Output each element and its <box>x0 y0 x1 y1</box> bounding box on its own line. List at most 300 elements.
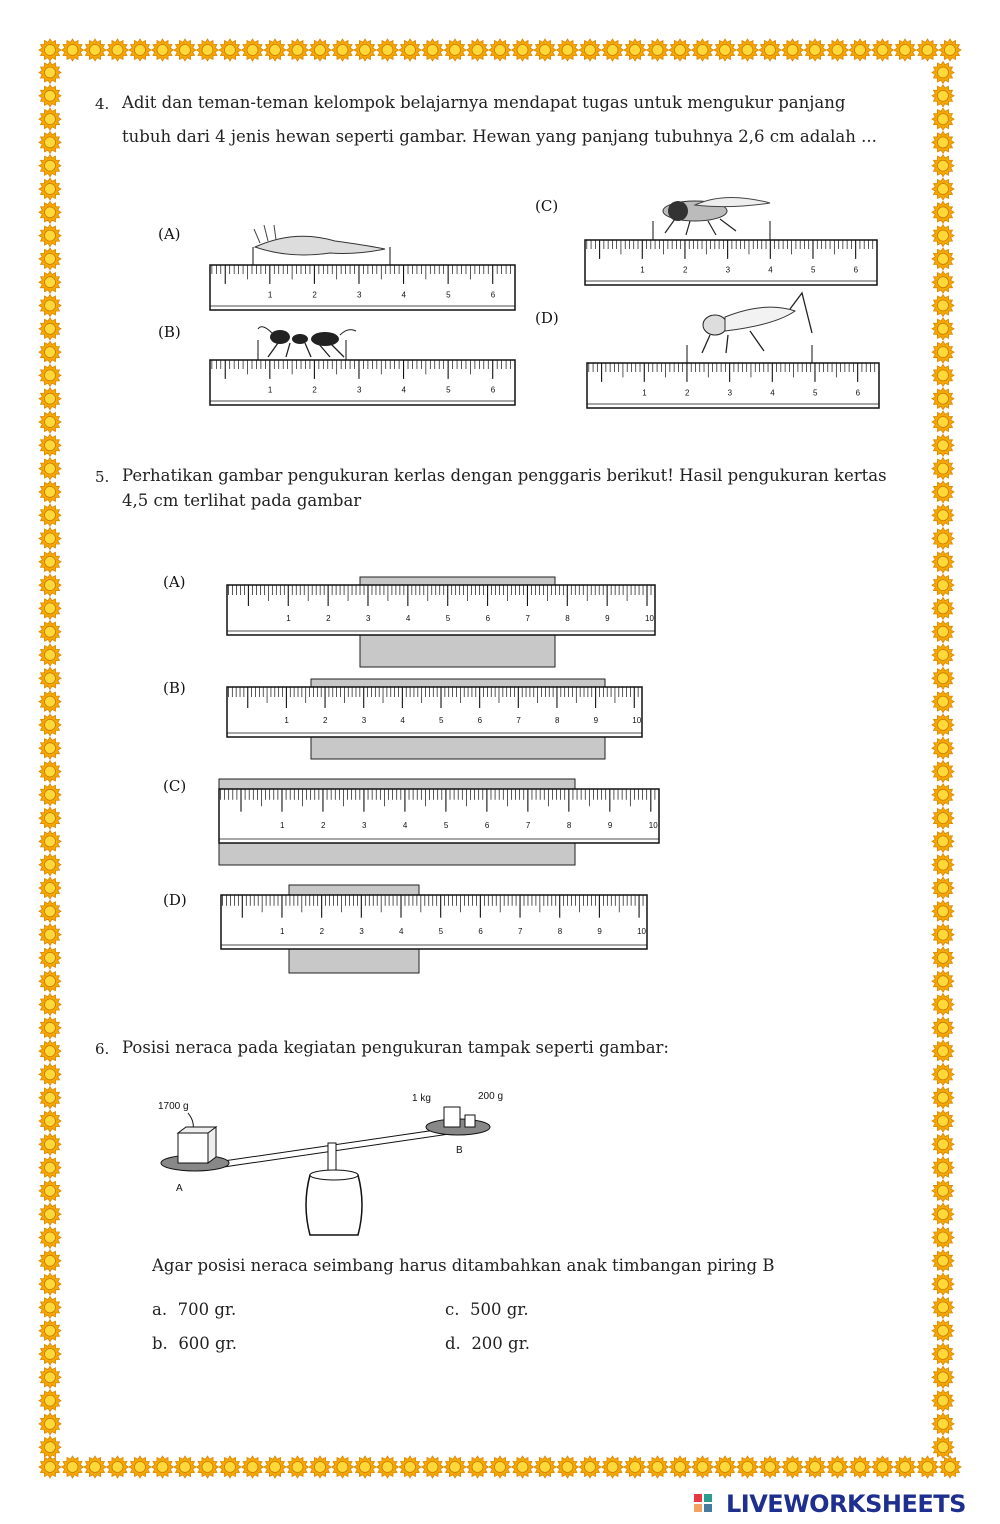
sun-icon <box>39 970 61 992</box>
sun-icon <box>894 1456 916 1478</box>
ruler-number: 10 <box>637 926 646 936</box>
sun-icon <box>399 39 421 61</box>
ruler-number: 3 <box>359 926 364 936</box>
sun-icon <box>692 39 714 61</box>
ruler-number: 4 <box>399 926 404 936</box>
sun-icon <box>932 854 954 876</box>
ruler-number: 5 <box>812 388 818 398</box>
q5-number: 5. <box>95 468 110 486</box>
ruler-number: 6 <box>485 614 491 623</box>
sun-icon <box>444 39 466 61</box>
q5-option-b-label: (B) <box>163 679 186 697</box>
sun-icon <box>932 737 954 759</box>
ruler-number: 2 <box>312 290 317 300</box>
balance-scale-figure <box>150 1085 530 1245</box>
sun-icon <box>804 1456 826 1478</box>
sun-icon <box>264 1456 286 1478</box>
ruler-number: 7 <box>518 926 523 936</box>
sun-icon <box>39 761 61 783</box>
weight-200g-icon <box>465 1115 475 1127</box>
sun-icon <box>932 1203 954 1225</box>
q4-ruler-a <box>210 265 515 310</box>
ruler-number: 2 <box>323 716 328 725</box>
answer-d[interactable] <box>445 1334 530 1353</box>
sun-icon <box>174 1456 196 1478</box>
sun-icon <box>894 39 916 61</box>
answer-a-letter: a. <box>152 1300 168 1319</box>
sun-icon <box>84 1456 106 1478</box>
sun-icon <box>932 1296 954 1318</box>
sun-icon <box>39 714 61 736</box>
sun-icon <box>917 39 939 61</box>
sun-icon <box>534 39 556 61</box>
answer-c-text: 500 gr. <box>470 1300 529 1319</box>
sun-icon <box>39 737 61 759</box>
sun-icon <box>932 434 954 456</box>
sun-icon <box>377 39 399 61</box>
sun-icon <box>932 621 954 643</box>
sun-icon <box>39 85 61 107</box>
sun-icon <box>939 1456 961 1478</box>
sun-icon <box>309 1456 331 1478</box>
ruler-number: 9 <box>605 614 610 623</box>
sun-icon <box>932 970 954 992</box>
sun-icon <box>489 1456 511 1478</box>
sun-icon <box>932 644 954 666</box>
ruler-number: 4 <box>401 290 407 300</box>
ruler-number: 3 <box>725 265 731 275</box>
sun-icon <box>39 947 61 969</box>
sun-icon <box>39 1343 61 1365</box>
q4-ruler-c <box>585 240 877 285</box>
fly-icon <box>653 197 770 240</box>
sun-icon <box>932 248 954 270</box>
sun-icon <box>39 131 61 153</box>
ruler-number: 6 <box>855 388 861 398</box>
sun-icon <box>932 155 954 177</box>
sun-icon <box>377 1456 399 1478</box>
sun-icon <box>39 667 61 689</box>
sun-icon <box>422 1456 444 1478</box>
sun-icon <box>309 39 331 61</box>
sun-icon <box>39 1436 61 1458</box>
sun-icon <box>759 39 781 61</box>
sun-icon <box>467 39 489 61</box>
sun-icon <box>932 458 954 480</box>
q5-figure <box>155 565 675 985</box>
sun-icon <box>932 784 954 806</box>
sun-icon <box>932 62 954 84</box>
sun-icon <box>932 947 954 969</box>
liveworksheets-logo[interactable] <box>692 1490 992 1518</box>
q4-text-line2: tubuh dari 4 jenis hewan seperti gambar. Hewan yang panjang tubuhnya 2,6 cm adalah ... <box>122 127 877 146</box>
sun-icon <box>489 39 511 61</box>
sun-icon <box>932 1390 954 1412</box>
answer-a-text: 700 gr. <box>177 1300 237 1319</box>
ruler-number: 8 <box>566 820 572 830</box>
sun-icon <box>39 1456 61 1478</box>
label-pan-a: A <box>176 1183 183 1194</box>
sun-icon <box>932 201 954 223</box>
sun-icon <box>932 178 954 200</box>
sun-icon <box>39 994 61 1016</box>
sun-icon <box>557 39 579 61</box>
ruler-number: 5 <box>438 926 444 936</box>
sun-icon <box>39 877 61 899</box>
sun-icon <box>849 1456 871 1478</box>
sun-icon <box>932 528 954 550</box>
sun-icon <box>444 1456 466 1478</box>
sun-icon <box>714 39 736 61</box>
ruler-number: 1 <box>286 614 291 623</box>
sun-icon <box>932 761 954 783</box>
ruler-number: 4 <box>402 820 408 830</box>
sun-icon <box>737 39 759 61</box>
sun-icon <box>932 830 954 852</box>
sun-icon <box>219 1456 241 1478</box>
cube-weight-icon <box>178 1133 208 1163</box>
ruler-number: 3 <box>727 388 733 398</box>
sun-icon <box>932 691 954 713</box>
sun-icon <box>242 1456 264 1478</box>
sun-icon <box>932 1017 954 1039</box>
sun-icon <box>579 1456 601 1478</box>
sun-icon <box>422 39 444 61</box>
sun-icon <box>39 504 61 526</box>
sun-icon <box>62 39 84 61</box>
sun-icon <box>39 458 61 480</box>
q5-text-line2: 4,5 cm terlihat pada gambar <box>122 491 362 510</box>
sun-icon <box>932 714 954 736</box>
sun-icon <box>932 1436 954 1458</box>
sun-icon <box>827 39 849 61</box>
sun-icon <box>39 1040 61 1062</box>
sun-icon <box>932 131 954 153</box>
sun-icon <box>39 1063 61 1085</box>
sun-icon <box>287 1456 309 1478</box>
sun-icon <box>287 39 309 61</box>
sun-icon <box>932 1413 954 1435</box>
sun-icon <box>512 1456 534 1478</box>
ruler-number: 9 <box>607 820 613 830</box>
sun-icon <box>602 1456 624 1478</box>
sun-icon <box>932 225 954 247</box>
sun-icon <box>107 39 129 61</box>
answer-d-text: 200 gr. <box>471 1334 530 1353</box>
ruler-number: 5 <box>810 265 816 275</box>
sun-icon <box>39 411 61 433</box>
sun-icon <box>932 271 954 293</box>
sun-icon <box>39 341 61 363</box>
sun-icon <box>39 1390 61 1412</box>
label-1kg: 1 kg <box>412 1093 431 1104</box>
answer-c[interactable] <box>445 1300 529 1319</box>
sun-icon <box>39 248 61 270</box>
sun-icon <box>932 1180 954 1202</box>
label-1700g: 1700 g <box>158 1101 189 1112</box>
sun-icon <box>39 318 61 340</box>
sun-icon <box>932 1273 954 1295</box>
sun-icon <box>39 1227 61 1249</box>
ruler-number: 4 <box>400 716 405 725</box>
sun-icon <box>782 39 804 61</box>
sun-icon <box>782 1456 804 1478</box>
sun-icon <box>39 1157 61 1179</box>
sun-icon <box>39 807 61 829</box>
ruler-number: 3 <box>361 716 367 725</box>
sun-icon <box>39 39 61 61</box>
sun-icon <box>332 39 354 61</box>
sun-icon <box>39 108 61 130</box>
sun-icon <box>932 1366 954 1388</box>
sun-icon <box>932 900 954 922</box>
sun-icon <box>624 39 646 61</box>
answer-c-letter: c. <box>445 1300 460 1319</box>
sun-icon <box>39 1296 61 1318</box>
q5-text-line1: Perhatikan gambar pengukuran kerlas dengan penggaris berikut! Hasil pengukuran kertas <box>122 466 887 485</box>
sun-icon <box>39 1366 61 1388</box>
sun-icon <box>932 1250 954 1272</box>
sun-icon <box>932 807 954 829</box>
sun-icon <box>917 1456 939 1478</box>
answer-b-letter: b. <box>152 1334 168 1353</box>
sun-icon <box>39 784 61 806</box>
ruler-number: 6 <box>478 926 483 936</box>
q4-text-line1: Adit dan teman-teman kelompok belajarnya mendapat tugas untuk mengukur panjang <box>122 93 846 112</box>
q5-ruler-b <box>227 679 642 759</box>
sun-icon <box>737 1456 759 1478</box>
ruler-number: 8 <box>557 926 563 936</box>
sun-icon <box>399 1456 421 1478</box>
sun-icon <box>197 1456 219 1478</box>
q6-number: 6. <box>95 1040 110 1058</box>
ruler-number: 2 <box>684 388 690 398</box>
sun-icon <box>39 854 61 876</box>
sun-icon <box>932 364 954 386</box>
q4-ruler-b <box>210 360 515 405</box>
ruler-number: 1 <box>267 385 273 395</box>
sun-icon <box>669 1456 691 1478</box>
label-pan-b: B <box>456 1145 463 1156</box>
sun-icon <box>932 481 954 503</box>
sun-icon <box>39 1180 61 1202</box>
sun-icon <box>39 528 61 550</box>
sun-icon <box>107 1456 129 1478</box>
q4-ruler-d <box>587 363 879 408</box>
sun-icon <box>932 877 954 899</box>
sun-icon <box>932 341 954 363</box>
ruler-number: 5 <box>439 716 444 725</box>
sun-icon <box>932 1227 954 1249</box>
q5-ruler-c <box>219 779 659 865</box>
ruler-number: 2 <box>312 385 317 395</box>
ruler-number: 10 <box>648 820 658 830</box>
q5-option-c-label: (C) <box>163 777 187 795</box>
q4-option-b-label: (B) <box>158 323 181 341</box>
sun-icon <box>647 1456 669 1478</box>
q4-figure <box>150 185 890 415</box>
ruler-number: 7 <box>525 614 530 623</box>
sun-icon <box>39 644 61 666</box>
sun-icon <box>39 1110 61 1132</box>
sun-icon <box>512 39 534 61</box>
sun-icon <box>932 551 954 573</box>
ruler-number: 1 <box>267 290 273 300</box>
sun-icon <box>174 39 196 61</box>
sun-icon <box>39 225 61 247</box>
sun-icon <box>152 39 174 61</box>
ruler-number: 4 <box>770 388 775 398</box>
cricket-icon <box>687 293 812 363</box>
answer-d-letter: d. <box>445 1334 461 1353</box>
sun-icon <box>467 1456 489 1478</box>
sun-icon <box>39 1087 61 1109</box>
sun-icon <box>354 39 376 61</box>
sun-icon <box>932 1040 954 1062</box>
ruler-number: 4 <box>401 385 407 395</box>
sun-icon <box>264 39 286 61</box>
q5-ruler-d <box>221 885 647 973</box>
sun-icon <box>39 62 61 84</box>
ruler-number: 5 <box>445 614 451 623</box>
sun-icon <box>932 85 954 107</box>
ruler-number: 3 <box>356 290 362 300</box>
ruler-number: 5 <box>446 290 451 300</box>
squid-icon <box>253 225 390 265</box>
sun-icon <box>872 1456 894 1478</box>
ruler-number: 2 <box>320 820 326 830</box>
sun-icon <box>39 178 61 200</box>
sun-icon <box>39 481 61 503</box>
q5-option-a-label: (A) <box>163 573 186 591</box>
q4-option-c-label: (C) <box>535 197 559 215</box>
sun-icon <box>39 388 61 410</box>
sun-icon <box>129 39 151 61</box>
sun-icon <box>827 1456 849 1478</box>
sun-icon <box>39 271 61 293</box>
label-200g: 200 g <box>478 1091 504 1102</box>
sun-icon <box>129 1456 151 1478</box>
sun-icon <box>714 1456 736 1478</box>
sun-icon <box>219 39 241 61</box>
sun-icon <box>39 900 61 922</box>
sun-icon <box>39 201 61 223</box>
ruler-number: 7 <box>516 716 521 725</box>
sun-icon <box>84 39 106 61</box>
brand-name: LIVEWORKSHEETS <box>726 1490 966 1518</box>
sun-icon <box>939 39 961 61</box>
sun-icon <box>804 39 826 61</box>
sun-icon <box>39 295 61 317</box>
answer-b[interactable] <box>152 1334 237 1353</box>
sun-icon <box>39 1413 61 1435</box>
answer-a[interactable] <box>152 1300 236 1319</box>
sun-icon <box>932 108 954 130</box>
sun-icon <box>332 1456 354 1478</box>
ruler-number: 2 <box>326 614 331 623</box>
sun-icon <box>242 39 264 61</box>
sun-icon <box>872 39 894 61</box>
q4-number: 4. <box>95 95 110 113</box>
weight-1kg-icon <box>444 1107 460 1127</box>
q5-ruler-a <box>227 577 655 667</box>
ant-icon <box>258 327 356 360</box>
q4-option-d-label: (D) <box>535 309 559 327</box>
sun-icon <box>39 364 61 386</box>
sun-icon <box>602 39 624 61</box>
sun-icon <box>354 1456 376 1478</box>
sun-icon <box>39 1203 61 1225</box>
sun-icon <box>932 411 954 433</box>
sun-icon <box>932 1063 954 1085</box>
answer-b-text: 600 gr. <box>178 1334 237 1353</box>
ruler-number: 9 <box>597 926 602 936</box>
sun-icon <box>39 551 61 573</box>
ruler-number: 2 <box>319 926 325 936</box>
sun-icon <box>62 1456 84 1478</box>
sun-icon <box>932 1110 954 1132</box>
q5-option-d-label: (D) <box>163 891 187 909</box>
sun-icon <box>557 1456 579 1478</box>
ruler-number: 1 <box>279 926 285 936</box>
sun-icon <box>39 597 61 619</box>
ruler-number: 6 <box>490 385 496 395</box>
sun-icon <box>932 504 954 526</box>
sun-icon <box>932 388 954 410</box>
sun-icon <box>39 1250 61 1272</box>
q4-option-a-label: (A) <box>158 225 181 243</box>
sun-icon <box>39 1017 61 1039</box>
sun-icon <box>39 924 61 946</box>
sun-icon <box>534 1456 556 1478</box>
logo-icon <box>692 1490 722 1518</box>
ruler-number: 5 <box>446 385 451 395</box>
sun-icon <box>932 574 954 596</box>
ruler-number: 1 <box>279 820 285 830</box>
ruler-number: 7 <box>525 820 531 830</box>
ruler-number: 10 <box>645 614 654 623</box>
sun-icon <box>669 39 691 61</box>
sun-icon <box>579 39 601 61</box>
ruler-number: 3 <box>361 820 367 830</box>
sun-icon <box>932 1157 954 1179</box>
sun-icon <box>39 621 61 643</box>
ruler-number: 6 <box>477 716 483 725</box>
sun-icon <box>692 1456 714 1478</box>
sun-icon <box>39 1133 61 1155</box>
sun-icon <box>932 597 954 619</box>
q6-text: Posisi neraca pada kegiatan pengukuran tampak seperti gambar: <box>122 1038 669 1057</box>
sun-icon <box>932 1133 954 1155</box>
ruler-number: 3 <box>356 385 362 395</box>
ruler-number: 6 <box>484 820 490 830</box>
sun-icon <box>39 574 61 596</box>
sun-icon <box>932 1320 954 1342</box>
sun-icon <box>932 994 954 1016</box>
sun-icon <box>39 1273 61 1295</box>
sun-icon <box>39 1320 61 1342</box>
ruler-number: 3 <box>365 614 371 623</box>
sun-icon <box>39 691 61 713</box>
sun-icon <box>932 924 954 946</box>
ruler-number: 8 <box>554 716 560 725</box>
ruler-number: 9 <box>593 716 599 725</box>
ruler-number: 6 <box>853 265 859 275</box>
sun-icon <box>39 434 61 456</box>
sun-icon <box>932 667 954 689</box>
sun-icon <box>39 155 61 177</box>
sun-icon <box>647 39 669 61</box>
